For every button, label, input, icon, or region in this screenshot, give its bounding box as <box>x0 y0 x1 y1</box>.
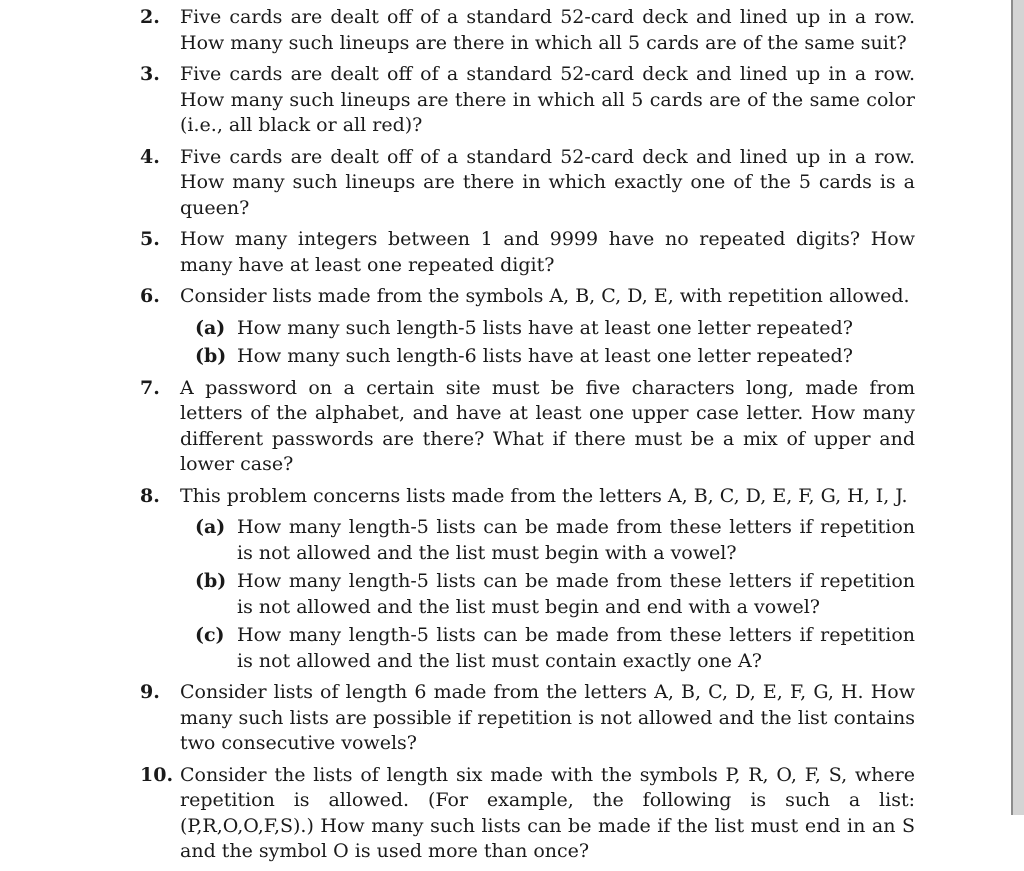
problem-number: 10. <box>140 763 174 786</box>
sub-part-text: How many such length-6 lists have at least one letter repeated? <box>237 345 853 367</box>
sub-part-text: How many length-5 lists can be made from these letters if repetition is not allowed and the list must contain exactly one A? <box>237 624 915 672</box>
problem-10 <box>140 763 915 865</box>
problem-3 <box>140 62 915 139</box>
problem-number: 2. <box>140 6 160 28</box>
problem-number: 6. <box>140 285 160 307</box>
problem-5 <box>140 227 915 278</box>
sub-part-text: How many length-5 lists can be made from these letters if repetition is not allowed and the list must begin and end with a vowel? <box>237 570 915 618</box>
problem-9 <box>140 680 915 757</box>
problem-number: 9. <box>140 681 160 703</box>
problem-text: Consider lists of length 6 made from the letters A, B, C, D, E, F, G, H. How many such lists are possible if repetition is not allowed and the list contains two consecutive vowels? <box>180 681 915 754</box>
problem-text: This problem concerns lists made from the letters A, B, C, D, E, F, G, H, I, J. <box>180 484 908 507</box>
sub-part-label: (b) <box>195 570 227 592</box>
problem-text: Five cards are dealt off of a standard 52-card deck and lined up in a row. How many such lineups are there in which all 5 cards are of the same color (i.e., all black or all red)? <box>180 63 915 136</box>
problem-7 <box>140 376 915 478</box>
problem-text: Consider the lists of length six made with the symbols P, R, O, F, S, where repetition is allowed. (For example, the following is such a list: (P,R,O,O,F,S).) How many such lists can be made if the list must end in an S and the symbol O is used more than once? <box>180 763 915 862</box>
problem-text: Consider lists made from the symbols A, B, C, D, E, with repetition allowed. <box>180 285 910 307</box>
page-edge-scrollbar <box>1011 0 1024 815</box>
sub-part-a <box>180 515 915 566</box>
problem-text: Five cards are dealt off of a standard 52-card deck and lined up in a row. How many such lineups are there in which exactly one of the 5 cards is a queen? <box>180 145 915 219</box>
problem-number: 5. <box>140 228 160 250</box>
problem-4 <box>140 145 915 222</box>
problem-number: 7. <box>140 376 160 399</box>
problem-8 <box>140 484 915 675</box>
problem-text: A password on a certain site must be five characters long, made from letters of the alphabet, and have at least one upper case letter. How many different passwords are there? What if there must be a mix of upper and lower case? <box>180 376 915 475</box>
sub-part-label: (a) <box>195 316 226 339</box>
sub-part-b <box>180 344 915 370</box>
problem-number: 4. <box>140 145 160 168</box>
problem-list <box>140 5 915 871</box>
sub-part-text: How many such length-5 lists have at least one letter repeated? <box>237 316 853 339</box>
sub-part-text: How many length-5 lists can be made from these letters if repetition is not allowed and the list must begin with a vowel? <box>237 516 915 564</box>
sub-part-a <box>180 316 915 342</box>
problem-6 <box>140 284 915 370</box>
sub-part-label: (a) <box>195 516 226 538</box>
problem-2 <box>140 5 915 56</box>
sub-part-label: (c) <box>195 624 225 646</box>
sub-part-b <box>180 569 915 620</box>
problem-text: Five cards are dealt off of a standard 52-card deck and lined up in a row. How many such lineups are there in which all 5 cards are of the same suit? <box>180 6 915 54</box>
problem-text: How many integers between 1 and 9999 have no repeated digits? How many have at least one repeated digit? <box>180 228 915 276</box>
sub-part-c <box>180 623 915 674</box>
sub-parts <box>180 316 915 370</box>
sub-parts <box>180 515 915 674</box>
sub-part-label: (b) <box>195 345 227 367</box>
problem-number: 8. <box>140 484 160 507</box>
problem-number: 3. <box>140 63 160 85</box>
